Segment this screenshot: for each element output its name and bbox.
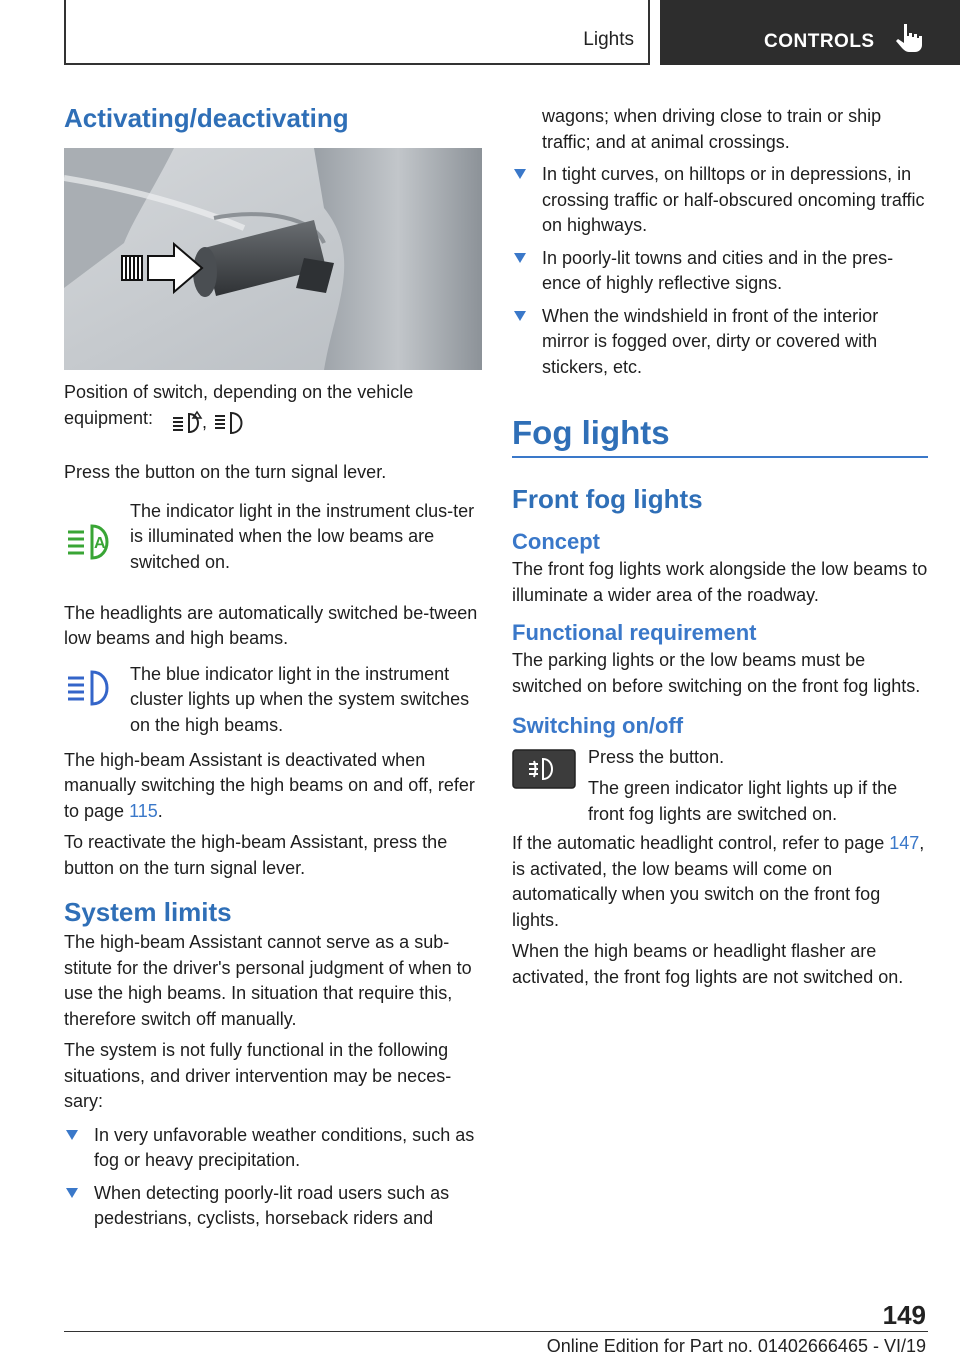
left-column-body (64, 380, 482, 1232)
page-link-147[interactable]: 147 (889, 833, 920, 853)
list-item-continued (512, 104, 928, 155)
page-number: 149 (882, 1300, 926, 1330)
auto-switching-text: The headlights are automatically switched be-tween low beams and high beams. (64, 602, 478, 648)
blue-high-beam-indicator-icon (64, 668, 116, 708)
deactivation-text (64, 748, 482, 825)
heading-functional-requirement: Functional requirement (512, 620, 757, 645)
heading-fog-lights: Fog lights (512, 414, 928, 458)
indicator-auto-text: The indicator light in the instrument clus-ter is illuminated when the low beams are switched on. (130, 500, 475, 572)
limits-bullet-list-left (64, 1123, 482, 1232)
auto-text-pre: If the automatic headlight control, refer to page (512, 833, 890, 853)
fog-switch-row (512, 745, 928, 824)
heading-activating: Activating/deactivating (64, 103, 349, 133)
header-chapter-tab (660, 0, 960, 65)
turn-signal-lever-illustration (64, 148, 482, 370)
footer-edition: Online Edition for Part no. 01402666465 - VI/19 (546, 1336, 926, 1356)
limits-paragraph-2: The system is not fully functional in the following situations, and driver intervention may be neces-sary: (64, 1040, 452, 1111)
header-section-label: Lights (583, 29, 634, 50)
caption-separator: , (202, 412, 208, 432)
reactivate-text: To reactivate the high-beam Assistant, press the button on the turn signal lever. (64, 832, 448, 878)
limits-bullet-list-right (512, 104, 928, 380)
limits-paragraph-1: The high-beam Assistant cannot serve as a sub-stitute for the driver's personal judgment of when to use the high beams. In situation that require this, therefore switch off manually. (64, 932, 472, 1029)
list-item (64, 1123, 482, 1174)
bullet-triangle-icon (514, 311, 526, 321)
page-link-115[interactable]: 115 (129, 800, 158, 821)
press-button-text: Press the button on the turn signal lever. (64, 462, 387, 482)
functional-requirement-text: The parking lights or the low beams must be switched on before switching on the front fog lights. (512, 650, 921, 696)
front-fog-light-button-icon[interactable] (512, 749, 576, 789)
right-column-top (512, 104, 928, 380)
list-item-text: When the windshield in front of the interior mirror is fogged over, dirty or covered with stickers, etc. (542, 305, 879, 377)
footer-divider (64, 1331, 928, 1332)
list-item (512, 162, 928, 239)
deactivation-text-pre: The high-beam Assistant is deactivated when manually switching the high beams on and off, refer to page (64, 749, 475, 821)
switch-press-text: Press the button. (588, 747, 725, 767)
caption-switch-position (64, 380, 482, 431)
high-beam-assistant-alt-icon (213, 410, 249, 436)
bullet-triangle-icon (66, 1130, 78, 1140)
green-auto-headlight-indicator-icon (64, 522, 116, 562)
list-item-text: When detecting poorly-lit road users such as pedestrians, cyclists, horseback riders and (94, 1182, 450, 1228)
list-item-text: In very unfavorable weather conditions, such as fog or heavy precipitation. (94, 1124, 475, 1170)
indicator-blue-row (64, 662, 482, 742)
deactivation-text-post: . (157, 800, 163, 821)
pointing-hand-icon (896, 22, 922, 54)
list-item (512, 246, 928, 297)
svg-text:A: A (94, 534, 106, 552)
list-item (64, 1181, 482, 1232)
caption-icons-row (64, 412, 482, 451)
indicator-auto-row (64, 499, 482, 597)
header-section-box (64, 0, 650, 65)
list-item-text: wagons; when driving close to train or ship traffic; and at animal crossings. (542, 106, 882, 152)
bullet-triangle-icon (66, 1188, 78, 1198)
bullet-triangle-icon (514, 169, 526, 179)
concept-text: The front fog lights work alongside the low beams to illuminate a wider area of the roadway. (512, 559, 928, 605)
header-chapter-label: CONTROLS (764, 31, 875, 52)
auto-text-post: , is activated, the low beams will come on automatically when you switch on the front fog lights. (512, 833, 925, 930)
heading-front-fog-lights: Front fog lights (512, 484, 703, 514)
list-item-text: In tight curves, on hilltops or in depressions, in crossing traffic or half-obscured oncoming traffic on highways. (542, 164, 925, 235)
switch-position-photo (64, 148, 482, 370)
caption-text: Position of switch, depending on the vehicle equipment: (64, 382, 414, 428)
list-item (512, 304, 928, 381)
high-beams-text: When the high beams or headlight flasher are activated, the front fog lights are not switched on. (512, 941, 904, 987)
heading-system-limits: System limits (64, 897, 232, 927)
list-item-text: In poorly-lit towns and cities and in the pres-ence of highly reflective signs. (542, 247, 894, 293)
right-column-fog (512, 484, 928, 990)
switch-green-text (588, 776, 928, 827)
switch-green-text-span: The green indicator light lights up if the front fog lights are switched on. (588, 778, 898, 824)
bullet-triangle-icon (514, 253, 526, 263)
automatic-headlight-text (512, 831, 928, 933)
heading-concept: Concept (512, 529, 600, 554)
heading-switching-on-off: Switching on/off (512, 713, 684, 738)
indicator-blue-text: The blue indicator light in the instrument cluster lights up when the system switches on the high beams. (130, 663, 470, 735)
